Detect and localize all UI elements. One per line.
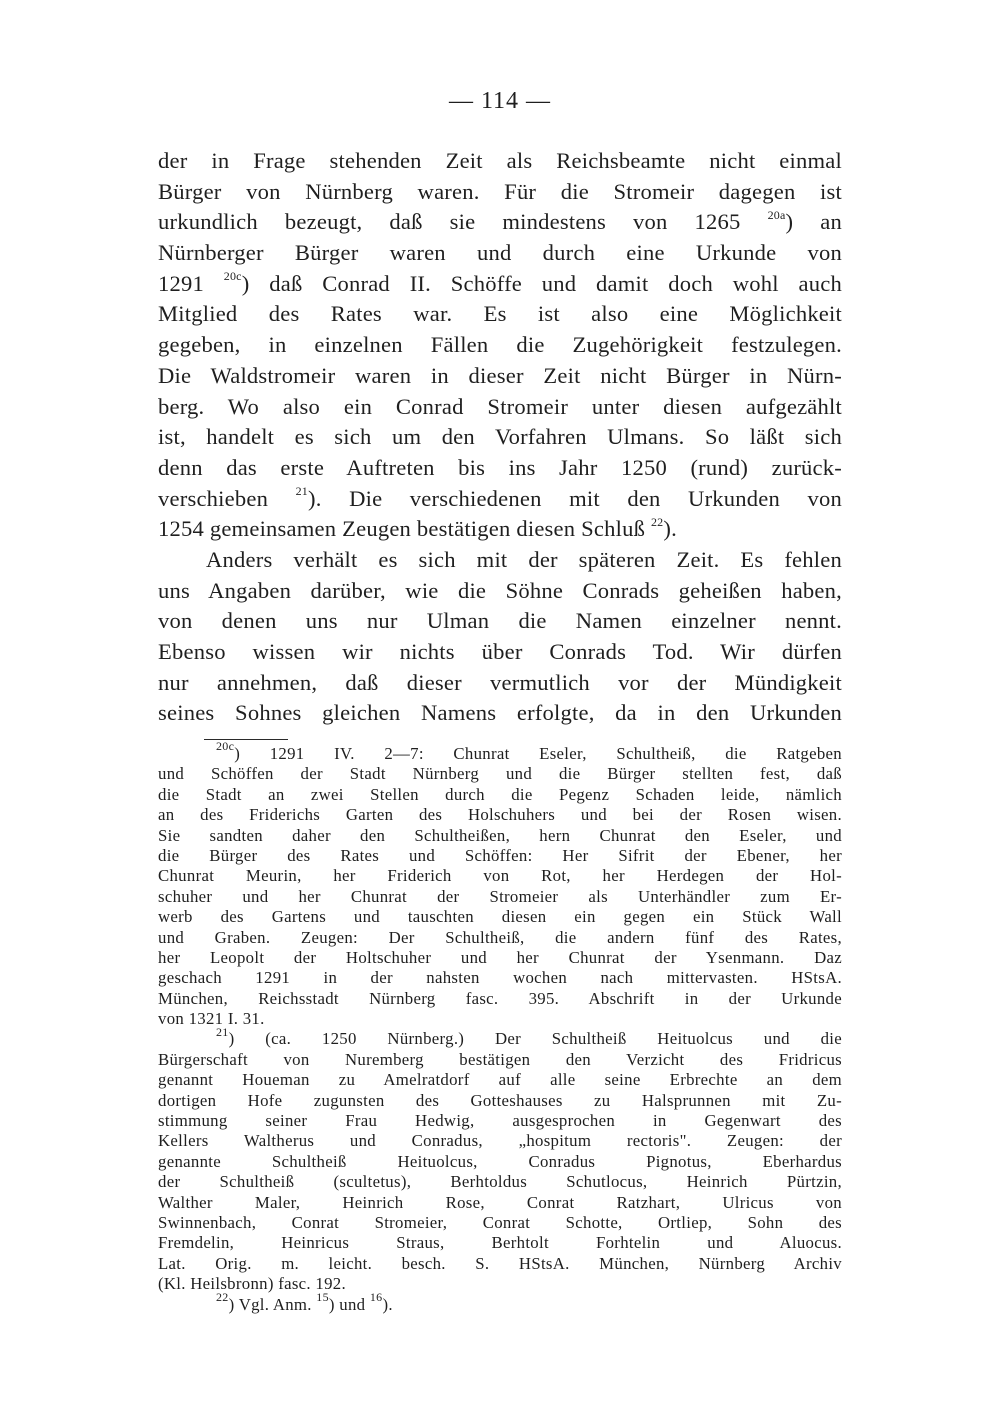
text-line: gegeben, in einzelnen Fällen die Zugehörigkeit festzulegen. [158, 332, 842, 358]
footnote-line: Fremdelin, Heinricus Straus, Berhtolt Forhtelin und Aluocus. [158, 1233, 842, 1253]
footnote-line: geschach 1291 in der nahsten wochen nach mittervasten. HStsA. [158, 968, 842, 988]
text-line: Anders verhält es sich mit der späteren Zeit. Es fehlen [206, 546, 842, 572]
text-line: denn das erste Auftreten bis ins Jahr 1250 (rund) zurück- [158, 454, 842, 480]
text-line: 1254 gemeinsamen Zeugen bestätigen diesen Schluß $^{22}$). [158, 514, 677, 542]
text-line: der in Frage stehenden Zeit als Reichsbeamte nicht einmal [158, 148, 842, 173]
text-line: ist, handelt es sich um den Vorfahren Ulmans. So läßt sich [158, 424, 842, 450]
footnote-line: dortigen Hofe zugunsten des Gotteshauses zu Halsprunnen mit Zu- [158, 1090, 842, 1110]
footnote-line: $^{20c}$) 1291 IV. 2—7: Chunrat Eseler, Schultheiß, die Ratgeben [216, 739, 842, 763]
footnote-line: Sie sandten daher den Schultheißen, hern Chunrat den Eseler, und [158, 825, 842, 845]
footnote-line: genannt Houeman zu Amelratdorf auf alle seine Erbrechte an dem [158, 1070, 842, 1090]
text-line: Die Waldstromeir waren in dieser Zeit nicht Bürger in Nürn- [158, 362, 842, 388]
footnote-line: Chunrat Meurin, her Friderich von Rot, her Herdegen der Hol- [158, 866, 842, 886]
footnote-line: genannte Schultheiß Heituolcus, Conradus Pignotus, Eberhardus [158, 1151, 842, 1171]
footnote-line: von 1321 I. 31. [158, 1009, 265, 1029]
footnote-ref: 22 [650, 514, 664, 529]
footnote-marker: 21 [216, 1024, 229, 1039]
footnote-line: Walther Maler, Heinrich Rose, Conrat Ratzhart, Ulricus von [158, 1192, 842, 1212]
footnote-marker: 20c [216, 739, 235, 754]
footnote-line: $^{22}$) Vgl. Anm. $^{15}$) und $^{16}$). [216, 1289, 393, 1314]
text-line: Nürnberger Bürger waren und durch eine Urkunde von [158, 240, 842, 266]
footnote-line: und Schöffen der Stadt Nürnberg und die Bürger stellten fest, daß [158, 764, 842, 784]
footnote-ref: 21 [295, 484, 309, 499]
footnote-line: der Schultheiß (scultetus), Berhtoldus Schutlocus, Heinrich Pürtzin, [158, 1172, 842, 1192]
footnote-ref: 20c [223, 269, 242, 284]
main-text [158, 146, 842, 729]
text-line: uns Angaben darüber, wie die Söhne Conrads geheißen haben, [158, 577, 842, 603]
text-line: urkundlich bezeugt, daß sie mindestens von 1265 $^{20a}$) an [158, 207, 842, 235]
footnote-line: her Leopolt der Holtschuher und her Chunrat der Ysenmann. Daz [158, 947, 842, 967]
footnote-line: $^{21}$) (ca. 1250 Nürnberg.) Der Schultheiß Heituolcus und die [216, 1024, 842, 1049]
footnote-line: Bürgerschaft von Nuremberg bestätigen den Verzicht des Fridricus [158, 1049, 842, 1069]
page-number: — 114 — [448, 88, 552, 114]
text-line: Ebenso wissen wir nichts über Conrads Tod. Wir dürfen [158, 639, 842, 664]
text-line: berg. Wo also ein Conrad Stromeir unter diesen aufgezählt [158, 393, 842, 419]
text-line: Bürger von Nürnberg waren. Für die Stromeir dagegen ist [158, 178, 842, 204]
footnote-line: die Bürger des Rates und Schöffen: Her Sifrit der Ebener, her [158, 845, 842, 865]
footnote-line: (Kl. Heilsbronn) fasc. 192. [158, 1274, 346, 1294]
footnotes [158, 739, 842, 1315]
footnote-line: Lat. Orig. m. leicht. besch. S. HStsA. München, Nürnberg Archiv [158, 1253, 842, 1273]
footnote-ref: 16 [369, 1289, 383, 1304]
footnote-line: und Graben. Zeugen: Der Schultheiß, die andern fünf des Rates, [158, 927, 842, 947]
footnote-line: werb des Gartens und tauschten diesen ein gegen ein Stück Wall [158, 907, 842, 927]
footnote-line: München, Reichsstadt Nürnberg fasc. 395. Abschrift in der Urkunde [158, 988, 842, 1008]
footnote-line: die Stadt an zwei Stellen durch die Pegenz Schaden leide, nämlich [158, 784, 842, 804]
text-line: nur annehmen, daß dieser vermutlich vor der Mündigkeit [158, 669, 842, 695]
text-line: 1291 $^{20c}$) daß Conrad II. Schöffe und damit doch wohl auch [158, 269, 842, 296]
footnote-line: an des Friderichs Garten des Holschuhers und bei der Rosen wisen. [158, 805, 842, 825]
text-line: seines Sohnes gleichen Namens erfolgte, da in den Urkunden [158, 700, 842, 726]
text-line: von denen uns nur Ulman die Namen einzelner nennt. [158, 608, 842, 634]
text-line: verschieben $^{21}$). Die verschiedenen mit den Urkunden von [158, 484, 842, 511]
footnote-ref: 15 [316, 1289, 329, 1304]
footnote-marker: 22 [216, 1289, 229, 1304]
footnote-line: Swinnenbach, Conrat Stromeier, Conrat Schotte, Ortliep, Sohn des [158, 1212, 842, 1232]
text-line: Mitglied des Rates war. Es ist also eine Möglichkeit [158, 301, 842, 327]
footnote-line: schuher und her Chunrat der Stromeier als Unterhändler zum Er- [158, 886, 842, 906]
footnote-line: Kellers Waltherus und Conradus, „hospitum rectoris". Zeugen: der [158, 1131, 842, 1151]
footnote-ref: 20a [767, 207, 786, 222]
footnote-line: stimmung seiner Frau Hedwig, ausgesprochen in Gegenwart des [158, 1111, 842, 1131]
